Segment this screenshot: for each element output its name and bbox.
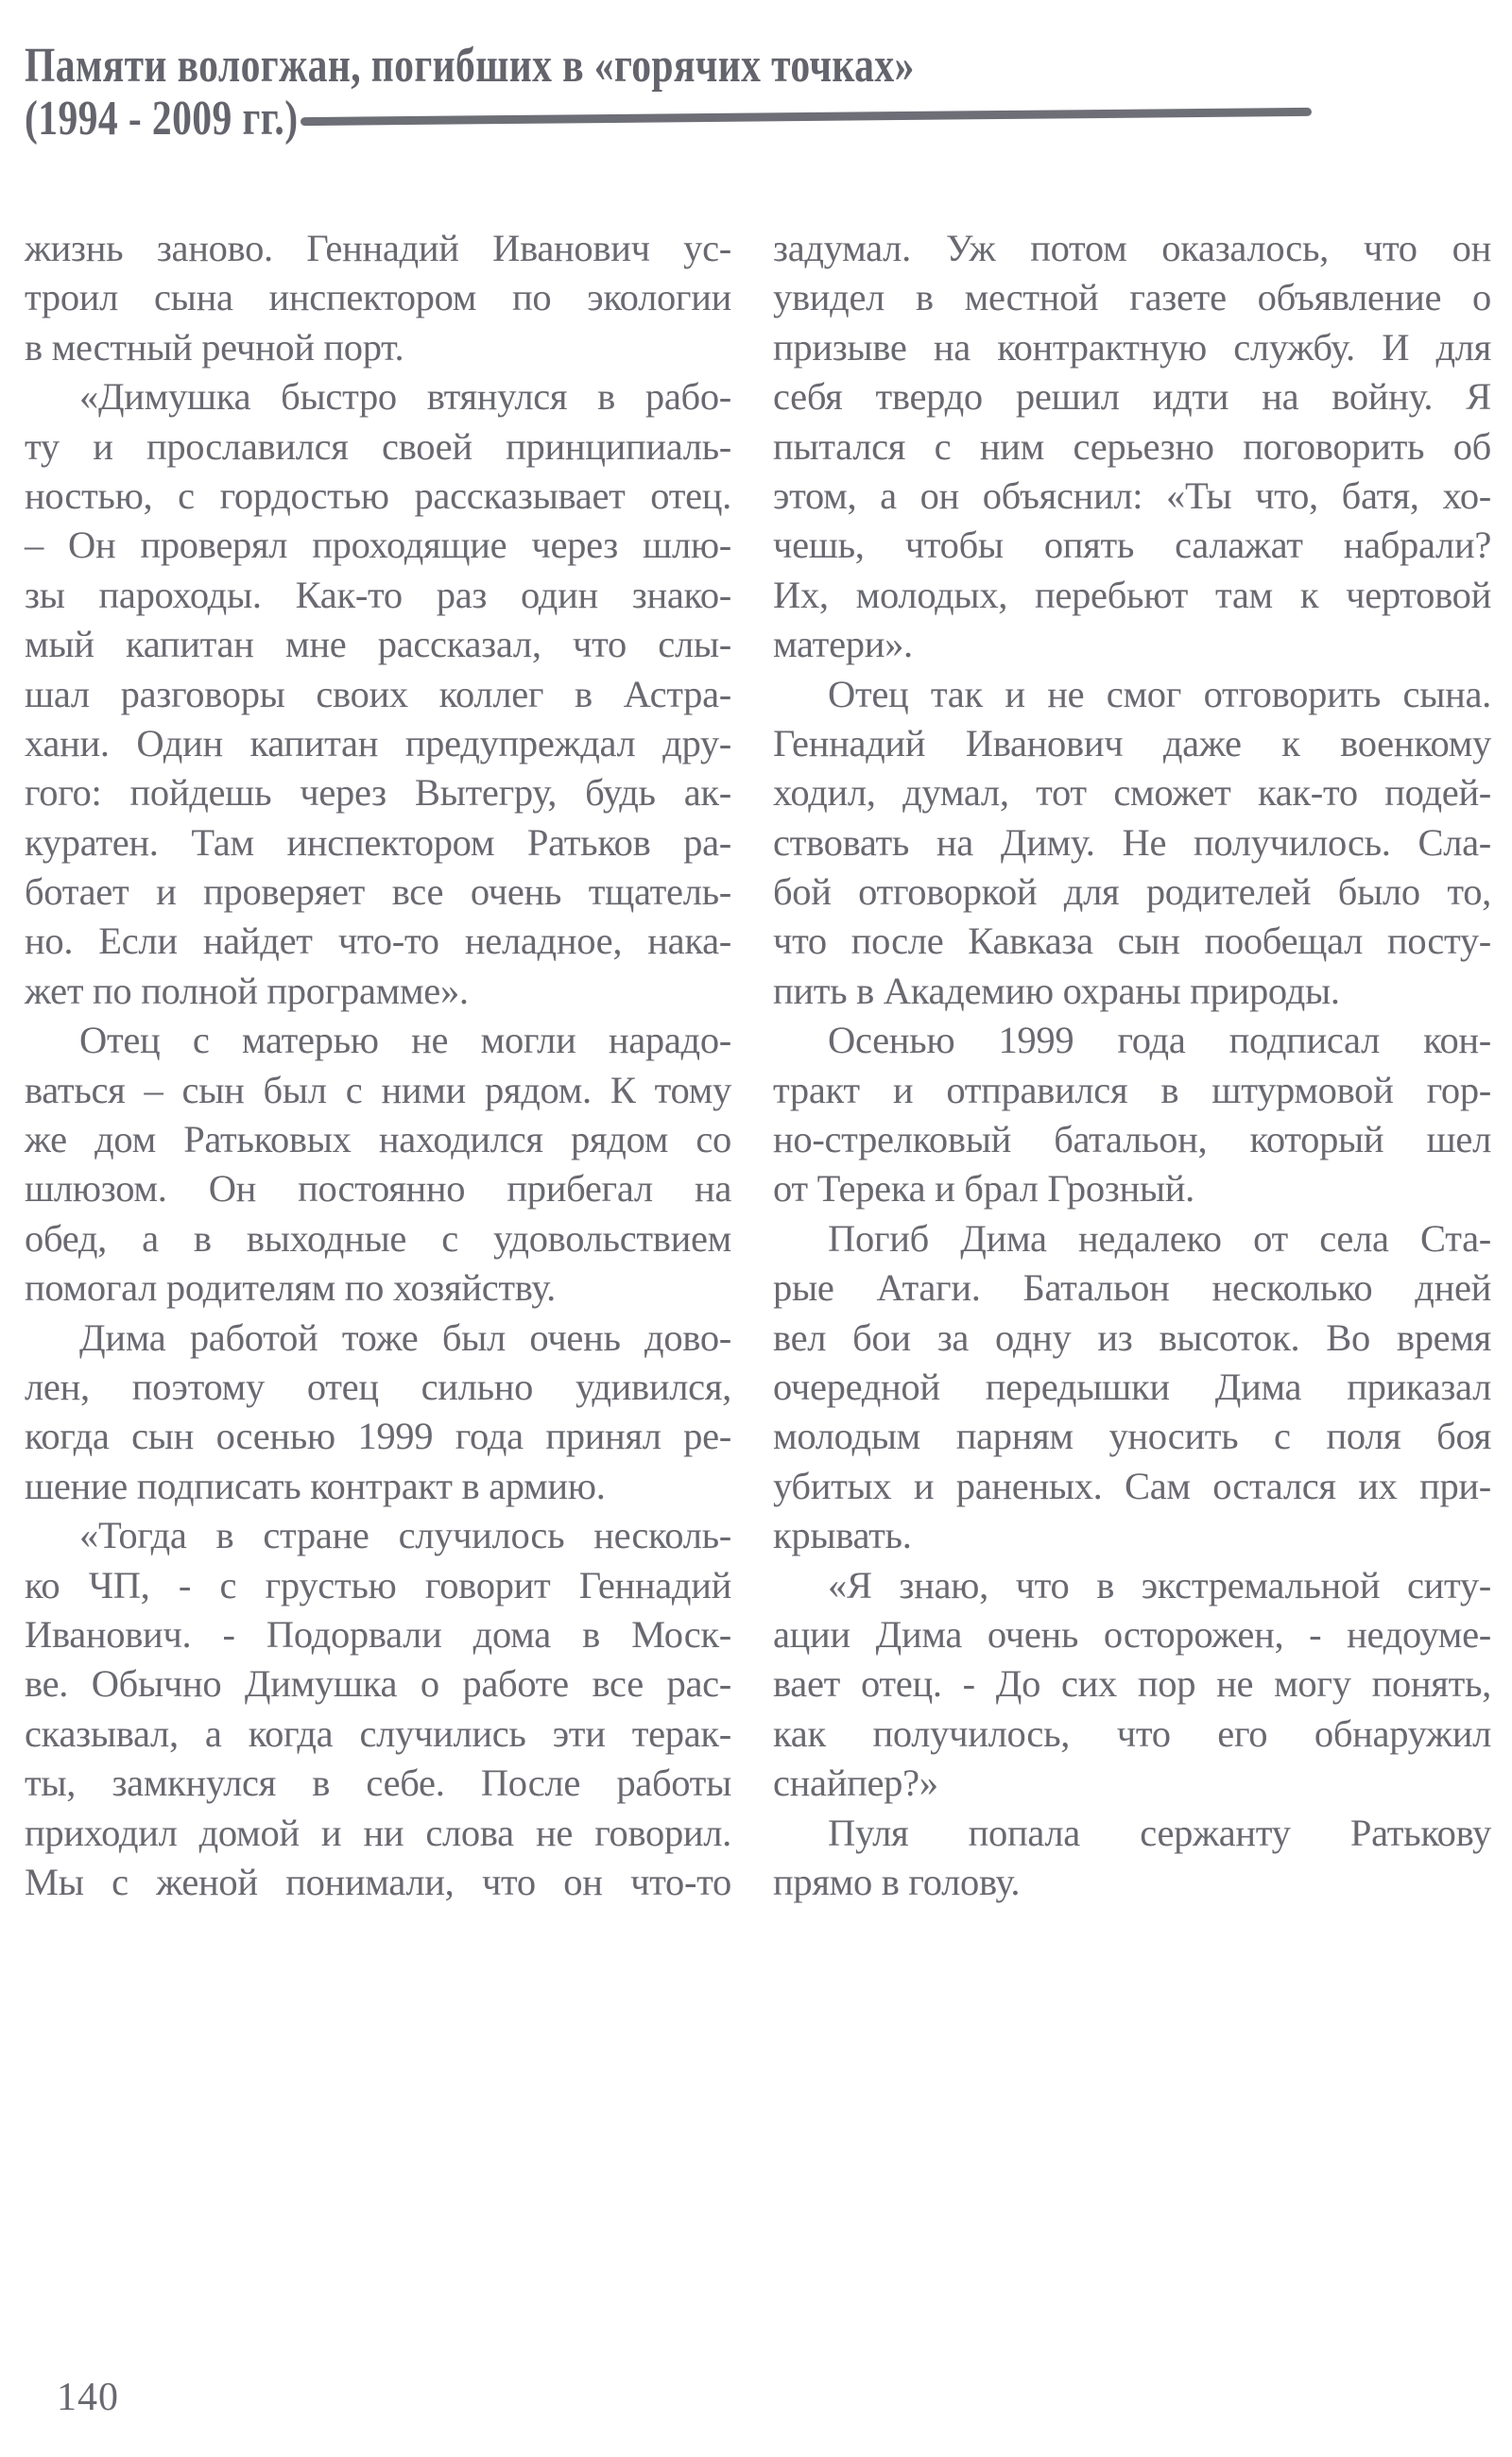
text-line: зы пароходы. Как-то раз один знако- [25, 573, 731, 616]
text-line: Мы с женой понимали, что он что-то [25, 1860, 731, 1903]
text-line: Осенью 1999 года подписал кон- [828, 1019, 1491, 1062]
text-line: матери». [773, 623, 913, 666]
text-line: очередной передышки Дима приказал [773, 1365, 1491, 1408]
text-line: «Я знаю, что в экстремальной ситу- [828, 1563, 1491, 1606]
text-line: призыве на контрактную службу. И для [773, 325, 1491, 369]
text-line: убитых и раненых. Сам остался их при- [773, 1464, 1491, 1507]
text-line: чешь, чтобы опять салажат набрали? [773, 524, 1491, 567]
text-line: Иванович. - Подорвали дома в Моск- [25, 1612, 731, 1656]
text-line: «Тогда в стране случилось несколь- [79, 1514, 731, 1557]
text-line: бой отговоркой для родителей было то, [773, 870, 1491, 914]
page-header-years: (1994 - 2009 гг.) [25, 92, 299, 146]
article-column-left [25, 224, 731, 1907]
page-number: 140 [57, 2376, 119, 2419]
text-line: обед, а в выходные с удовольствием [25, 1216, 731, 1260]
text-line: – Он проверял проходящие через шлю- [25, 524, 731, 567]
text-line: гого: пойдешь через Вытегру, будь ак- [25, 771, 731, 815]
text-line: Отец так и не смог отговорить сына. [828, 672, 1491, 715]
text-line: ходил, думал, тот сможет как-то подей- [773, 771, 1491, 815]
text-line: Дима работой тоже был очень дово- [79, 1315, 731, 1359]
text-line: шал разговоры своих коллег в Астра- [25, 672, 731, 715]
text-line: куратен. Там инспектором Ратьков ра- [25, 820, 731, 864]
text-line: сказывал, а когда случились эти терак- [25, 1711, 731, 1755]
text-line: как получилось, что его обнаружил [773, 1711, 1491, 1755]
text-line: что после Кавказа сын пообещал посту- [773, 919, 1491, 963]
text-line: ствовать на Диму. Не получилось. Сла- [773, 820, 1491, 864]
page-header-title: Памяти вологжан, погибших в «горячих точках» [25, 39, 915, 93]
text-line: Их, молодых, перебьют там к чертовой [773, 573, 1491, 616]
text-line: Погиб Дима недалеко от села Ста- [828, 1216, 1491, 1260]
text-line: ностью, с гордостью рассказывает отец. [25, 473, 731, 517]
text-line: троил сына инспектором по экологии [25, 276, 731, 319]
header-rule [301, 108, 1312, 126]
text-line: увидел в местной газете объявление о [773, 276, 1491, 319]
text-line: молодым парням уносить с поля боя [773, 1415, 1491, 1458]
article-column-right [773, 224, 1491, 1907]
text-line: пытался с ним серьезно поговорить об [773, 424, 1491, 468]
text-line: себя твердо решил идти на войну. Я [773, 375, 1491, 419]
text-line: ации Дима очень осторожен, - недоуме- [773, 1612, 1491, 1656]
text-line: крывать. [773, 1514, 912, 1557]
text-line: прямо в голову. [773, 1860, 1021, 1903]
text-line: ваться – сын был с ними рядом. К тому [25, 1068, 731, 1111]
text-line: Отец с матерью не могли нарадо- [79, 1019, 731, 1062]
text-line: мый капитан мне рассказал, что слы- [25, 623, 731, 666]
text-line: в местный речной порт. [25, 325, 404, 369]
text-line: но-стрелковый батальон, который шел [773, 1118, 1491, 1161]
text-line: рые Атаги. Батальон несколько дней [773, 1266, 1491, 1310]
text-line: задумал. Уж потом оказалось, что он [773, 227, 1491, 269]
text-line: ботает и проверяет все очень тщатель- [25, 870, 731, 914]
text-line: вает отец. - До сих пор не могу понять, [773, 1662, 1491, 1706]
text-line: хани. Один капитан предупреждал дру- [25, 721, 731, 765]
text-line: жет по полной программе». [25, 969, 469, 1012]
text-line: же дом Ратьковых находился рядом со [25, 1118, 731, 1161]
text-line: Геннадий Иванович даже к военкому [773, 721, 1491, 765]
text-line: лен, поэтому отец сильно удивился, [25, 1365, 731, 1408]
text-line: приходил домой и ни слова не говорил. [25, 1811, 731, 1854]
text-line: пить в Академию охраны природы. [773, 969, 1340, 1012]
text-line: ко ЧП, - с грустью говорит Геннадий [25, 1563, 731, 1606]
text-line: тракт и отправился в штурмовой гор- [773, 1068, 1491, 1111]
text-line: ту и прославился своей принципиаль- [25, 424, 731, 468]
text-line: «Димушка быстро втянулся в рабо- [79, 375, 731, 419]
text-line: помогал родителям по хозяйству. [25, 1266, 556, 1310]
text-line: этом, а он объяснил: «Ты что, батя, хо- [773, 473, 1491, 517]
text-line: ве. Обычно Димушка о работе все рас- [25, 1662, 731, 1706]
text-line: шение подписать контракт в армию. [25, 1464, 606, 1507]
text-line: когда сын осенью 1999 года принял ре- [25, 1415, 731, 1458]
text-line: Пуля попала сержанту Ратькову [828, 1811, 1491, 1854]
text-line: от Терека и брал Грозный. [773, 1167, 1194, 1211]
text-line: вел бои за одну из высоток. Во время [773, 1315, 1491, 1359]
text-line: шлюзом. Он постоянно прибегал на [25, 1167, 731, 1211]
text-line: жизнь заново. Геннадий Иванович ус- [25, 227, 731, 269]
text-line: снайпер?» [773, 1761, 938, 1805]
text-line: но. Если найдет что-то неладное, нака- [25, 919, 731, 963]
text-line: ты, замкнулся в себе. После работы [25, 1761, 731, 1805]
